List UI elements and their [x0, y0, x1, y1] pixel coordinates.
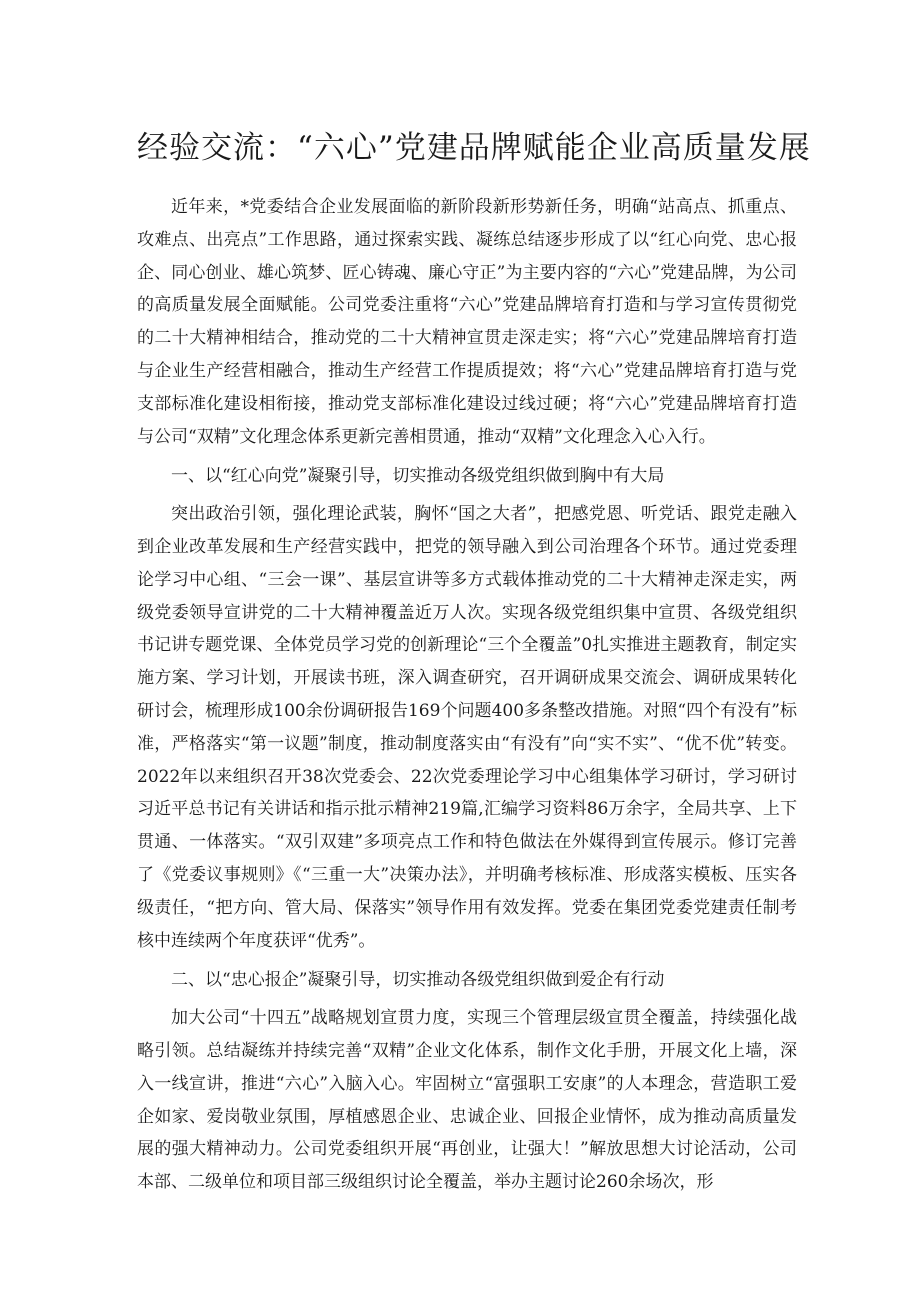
section-2-heading: 二、以“忠心报企”凝聚引导，切实推动各级党组织做到爱企有行动 — [171, 970, 665, 991]
document-page — [137, 125, 811, 1199]
document-title: 经验交流：“六心”党建品牌赋能企业高质量发展 — [137, 130, 811, 166]
section-1-heading: 一、以“红心向党”凝聚引导，切实推动各级党组织做到胸中有大局 — [171, 466, 665, 487]
section-1-body: 突出政治引领，强化理论武装，胸怀“国之大者”，把感党恩、听党话、跟党走融入到企业改革发展和生产经营实践中，把党的领导融入到公司治理各个环节。通过党委理论学习中心组、“三会一课”、基层宣讲等多方式载体推动党的二十大精神走深走实，两级党委领导宣讲党的二十大精神覆盖近万人次。实现各级党组织集中宣贯、各级党组织书记讲专题党课、全体党员学习党的创新理论“三个全覆盖”0扎实推进主题教育，制定实施方案、学习计划，开展读书班，深入调查研究，召开调研成果交流会、调研成果转化研讨会，梳理形成100余份调研报告169个问题400多条整改措施。对照“四个有没有”标准，严格落实“第一议题”制度，推动制度落实由“有没有”向“实不实”、“优不优”转变。2022年以来组织召开38次党委会、22次党委理论学习中心组集体学习研讨，学习研讨习近平总书记有关讲话和指示批示精神219篇,汇编学习资料86万余字，全局共享、上下贯通、一体落实。“双引双建”多项亮点工作和特色做法在外媒得到宣传展示。修订完善了《党委议事规则》《“三重一大”决策办法》，并明确考核标准、形成落实模板、压实各级责任，“把方向、管大局、保落实”领导作用有效发挥。党委在集团党委党建责任制考核中连续两个年度获评“优秀”。 — [137, 504, 797, 951]
section-2-body: 加大公司“十四五”战略规划宣贯力度，实现三个管理层级宣贯全覆盖，持续强化战略引领。总结凝练并持续完善“双精”企业文化体系，制作文化手册，开展文化上墙，深入一线宣讲，推进“六心”入脑入心。牢固树立“富强职工安康”的人本理念，营造职工爱企如家、爱岗敬业氛围，厚植感恩企业、忠诚企业、回报企业情怀，成为推动高质量发展的强大精神动力。公司党委组织开展“再创业，让强大！”解放思想大讨论活动，公司本部、二级单位和项目部三级组织讨论全覆盖，举办主题讨论260余场次，形 — [137, 1008, 797, 1193]
intro-paragraph: 近年来，*党委结合企业发展面临的新阶段新形势新任务，明确“站高点、抓重点、攻难点、出亮点”工作思路，通过探索实践、凝练总结逐步形成了以“红心向党、忠心报企、同心创业、雄心筑梦、匠心铸魂、廉心守正”为主要内容的“六心”党建品牌，为公司的高质量发展全面赋能。公司党委注重将“六心”党建品牌培育打造和与学习宣传贯彻党的二十大精神相结合，推动党的二十大精神宣贯走深走实；将“六心”党建品牌培育打造与企业生产经营相融合，推动生产经营工作提质提效；将“六心”党建品牌培育打造与党支部标准化建设相衔接，推动党支部标准化建设过线过硬；将“六心”党建品牌培育打造与公司“双精”文化理念体系更新完善相贯通，推动“双精”文化理念入心入行。 — [137, 197, 797, 447]
